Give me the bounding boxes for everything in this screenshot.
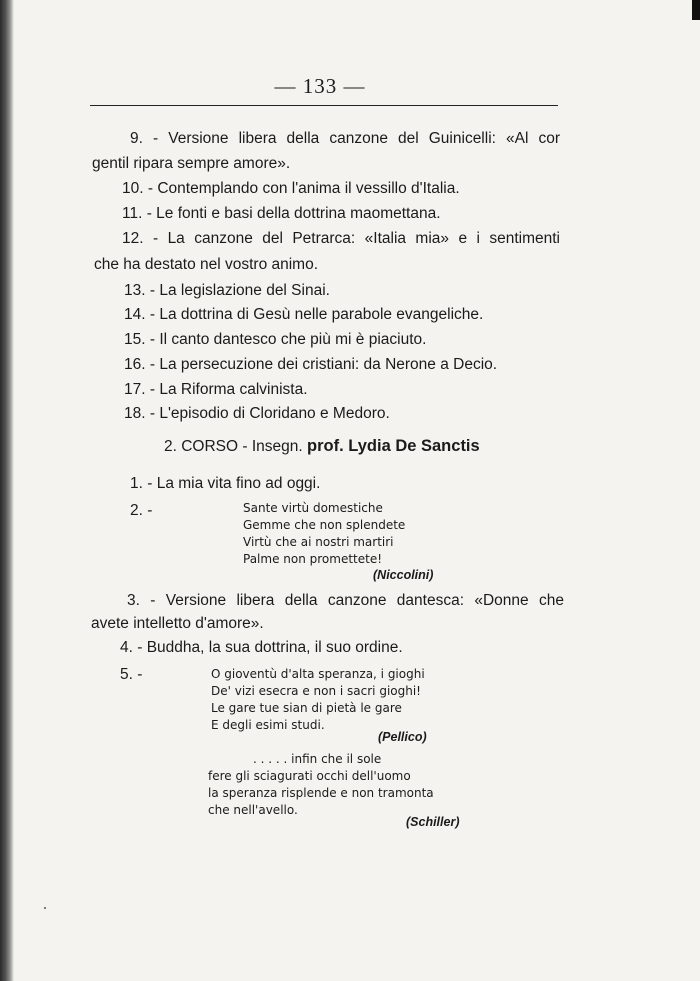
item-text: - La persecuzione dei cristiani: da Nerone a Decio. [149,356,498,373]
verse-author: (Pellico) [378,730,427,744]
list-item [130,130,560,148]
verse-line: Palme non promettete! [243,552,383,566]
teacher-name: prof. Lydia De Sanctis [307,437,480,455]
binding-shadow [0,0,14,981]
item-number: 10. [122,180,144,197]
list-item [122,205,441,223]
item-text: - Versione libera della canzone del Guinicelli: «Al cor [153,130,560,147]
list-item [124,306,483,324]
item-text: - Contemplando con l'anima il vessillo d'Italia. [147,180,460,197]
item-text: - [137,666,143,683]
verse-author: (Niccolini) [373,568,434,582]
item-number: 5. [120,666,133,683]
corner-mark [692,0,700,20]
item-text: - La canzone del Petrarca: «Italia mia» e i sentimenti [152,230,560,247]
item-text: - Buddha, la sua dottrina, il suo ordine. [137,639,403,656]
item-number: 18. [124,405,146,422]
verse-line: Sante virtù domestiche [243,501,383,515]
item-text: - La mia vita fino ad oggi. [147,475,321,492]
paper-speck [44,907,46,909]
item-number: 16. [124,356,146,373]
list-item [122,230,560,248]
item-number: 3. [127,592,140,609]
item-number: 9. [130,130,143,147]
list-item-continuation: avete intelletto d'amore». [91,615,264,632]
course-label: 2. CORSO - Insegn. [164,438,303,455]
header-rule [90,105,558,106]
list-item [124,381,308,399]
verse-line: fere gli sciagurati occhi dell'uomo [208,769,411,783]
item-text: - La Riforma calvinista. [149,381,308,398]
verse-line: . . . . . infin che il sole [253,752,382,766]
item-text: - La legislazione del Sinai. [149,282,330,299]
verse-line: E degli esimi studi. [211,718,325,732]
verse-author: (Schiller) [406,815,460,829]
item-number: 15. [124,331,146,348]
item-number: 17. [124,381,146,398]
list-item-continuation: che ha destato nel vostro animo. [94,256,319,273]
list-item [124,405,390,423]
list-item [124,331,426,349]
verse-line: la speranza risplende e non tramonta [208,786,434,800]
list-item [120,639,403,657]
list-item-continuation: gentil ripara sempre amore». [92,155,291,172]
verse-line: Virtù che ai nostri martiri [243,535,394,549]
item-number: 14. [124,306,146,323]
item-number: 4. [120,639,133,656]
item-text: - La dottrina di Gesù nelle parabole evangeliche. [149,306,484,323]
verse-line: O gioventù d'alta speranza, i gioghi [211,667,425,681]
list-item [120,666,142,684]
list-item [127,592,564,610]
verse-line: Le gare tue sian di pietà le gare [211,701,402,715]
list-item [130,502,152,520]
verse-line: che nell'avello. [208,803,298,817]
item-text: - Il canto dantesco che più mi è piaciuto. [149,331,427,348]
page-number: — 133 — [274,74,366,98]
item-number: 11. [122,205,143,222]
item-number: 13. [124,282,146,299]
item-text: - Versione libera della canzone dantesca: «Donne che [150,592,564,609]
list-item [124,356,497,374]
list-item [124,282,330,300]
verse-line: Gemme che non splendete [243,518,406,532]
item-text: - Le fonti e basi della dottrina maomettana. [146,205,441,222]
list-item [122,180,460,198]
item-text: - [147,502,153,519]
item-text: - L'episodio di Cloridano e Medoro. [149,405,390,422]
item-number: 2. [130,502,143,519]
item-number: 12. [122,230,144,247]
course-heading [164,437,480,456]
item-number: 1. [130,475,143,492]
list-item [130,475,320,493]
verse-line: De' vizi esecra e non i sacri gioghi! [211,684,421,698]
